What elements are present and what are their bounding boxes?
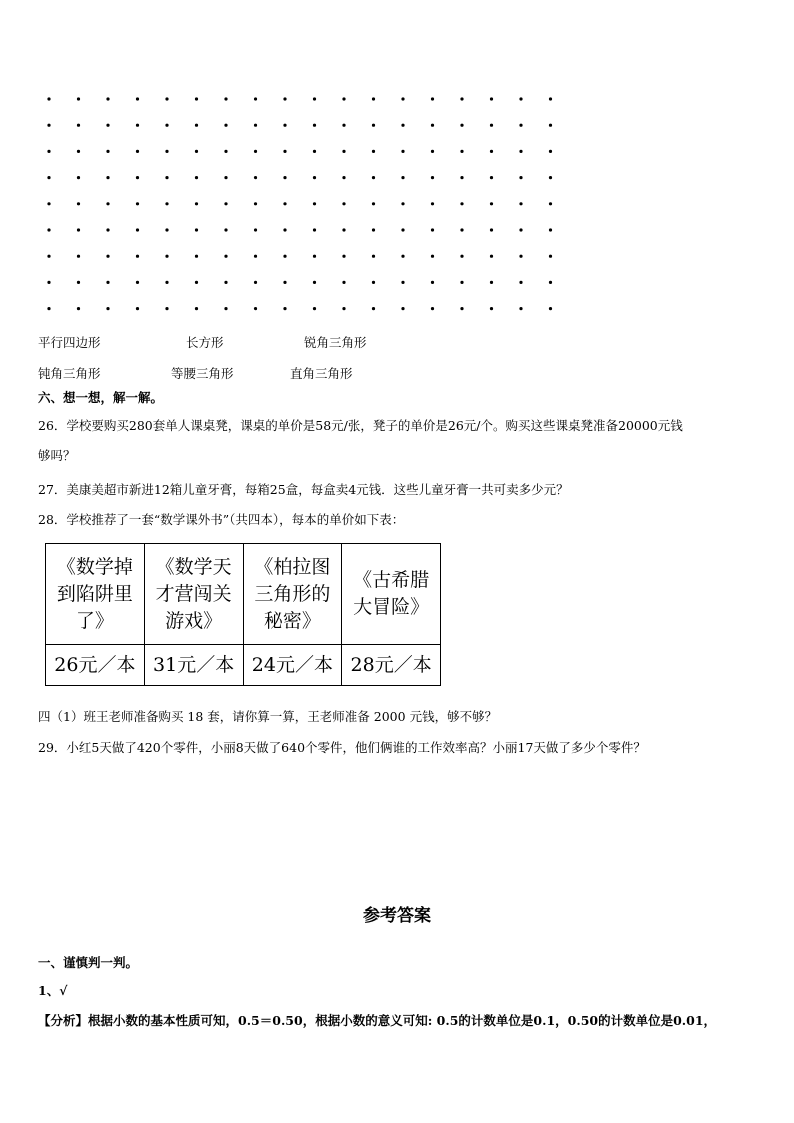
grid-dot bbox=[549, 255, 552, 258]
grid-dot bbox=[47, 228, 50, 231]
grid-dot bbox=[519, 281, 522, 284]
grid-dot bbox=[136, 202, 139, 205]
grid-dot bbox=[460, 228, 463, 231]
grid-dot bbox=[283, 255, 286, 258]
grid-dot bbox=[47, 255, 50, 258]
grid-dot bbox=[490, 150, 493, 153]
grid-dot bbox=[77, 176, 80, 179]
grid-dot bbox=[342, 281, 345, 284]
table-row-prices bbox=[46, 645, 441, 686]
grid-dot bbox=[165, 307, 168, 310]
grid-dot bbox=[460, 202, 463, 205]
grid-dot bbox=[195, 228, 198, 231]
grid-dot bbox=[195, 281, 198, 284]
grid-dot bbox=[47, 307, 50, 310]
section6-heading: 六、想一想，解一解。 bbox=[38, 390, 164, 405]
grid-dot bbox=[549, 202, 552, 205]
book-title-cell: 《柏拉图 三角形的 秘密》 bbox=[243, 544, 342, 645]
grid-dot bbox=[77, 307, 80, 310]
grid-dot bbox=[519, 255, 522, 258]
book-title-cell: 《数学掉 到陷阱里 了》 bbox=[46, 544, 145, 645]
grid-dot bbox=[460, 124, 463, 127]
grid-dot bbox=[490, 176, 493, 179]
grid-dot bbox=[490, 228, 493, 231]
grid-dot bbox=[313, 97, 316, 100]
grid-dot bbox=[136, 307, 139, 310]
grid-dot bbox=[77, 228, 80, 231]
grid-dot bbox=[283, 150, 286, 153]
grid-dot bbox=[372, 176, 375, 179]
grid-dot bbox=[313, 255, 316, 258]
book-price-cell: 31元／本 bbox=[144, 645, 243, 686]
grid-dot bbox=[372, 281, 375, 284]
grid-dot bbox=[224, 228, 227, 231]
grid-dot bbox=[195, 202, 198, 205]
grid-dot bbox=[519, 124, 522, 127]
grid-dot bbox=[401, 150, 404, 153]
grid-dot bbox=[77, 255, 80, 258]
grid-dot bbox=[224, 176, 227, 179]
grid-dot bbox=[224, 202, 227, 205]
grid-dot bbox=[136, 124, 139, 127]
grid-dot bbox=[460, 281, 463, 284]
grid-dot bbox=[77, 97, 80, 100]
grid-dot bbox=[342, 176, 345, 179]
grid-dot bbox=[401, 307, 404, 310]
grid-dot bbox=[47, 97, 50, 100]
grid-dot bbox=[342, 255, 345, 258]
question-28-intro: 28．学校推荐了一套“数学课外书”（共四本），每本的单价如下表： bbox=[38, 512, 405, 527]
grid-dot bbox=[47, 124, 50, 127]
book-price-cell: 26元／本 bbox=[46, 645, 145, 686]
label-obtuse-triangle: 钝角三角形 bbox=[38, 366, 101, 381]
grid-dot bbox=[313, 228, 316, 231]
grid-dot bbox=[519, 307, 522, 310]
grid-dot bbox=[313, 176, 316, 179]
grid-dot bbox=[254, 176, 257, 179]
label-right-triangle: 直角三角形 bbox=[290, 366, 353, 381]
grid-dot bbox=[77, 202, 80, 205]
grid-dot bbox=[431, 202, 434, 205]
grid-dot bbox=[283, 228, 286, 231]
grid-dot bbox=[283, 176, 286, 179]
grid-dot bbox=[490, 307, 493, 310]
grid-dot bbox=[195, 255, 198, 258]
grid-dot bbox=[460, 307, 463, 310]
grid-dot bbox=[165, 281, 168, 284]
grid-dot bbox=[47, 281, 50, 284]
grid-dot bbox=[224, 124, 227, 127]
grid-dot bbox=[106, 281, 109, 284]
grid-dot bbox=[283, 124, 286, 127]
grid-dot bbox=[195, 176, 198, 179]
grid-dot bbox=[77, 150, 80, 153]
grid-dot bbox=[342, 307, 345, 310]
answer-analysis: 【分析】根据小数的基本性质可知，0.5＝0.50，根据小数的意义可知: 0.5的计数单位是0.1，0.50的计数单位是0.01， bbox=[38, 1013, 717, 1028]
grid-dot bbox=[372, 97, 375, 100]
grid-dot bbox=[401, 176, 404, 179]
grid-dot bbox=[224, 255, 227, 258]
grid-dot bbox=[254, 97, 257, 100]
grid-dot bbox=[283, 281, 286, 284]
grid-dot bbox=[342, 202, 345, 205]
grid-dot bbox=[490, 124, 493, 127]
grid-dot bbox=[401, 228, 404, 231]
grid-dot bbox=[342, 124, 345, 127]
grid-dot bbox=[431, 228, 434, 231]
grid-dot bbox=[254, 281, 257, 284]
grid-dot bbox=[195, 124, 198, 127]
grid-dot bbox=[549, 281, 552, 284]
grid-dot bbox=[254, 202, 257, 205]
grid-dot bbox=[431, 150, 434, 153]
book-price-table bbox=[45, 543, 441, 686]
grid-dot bbox=[549, 124, 552, 127]
grid-dot bbox=[254, 307, 257, 310]
grid-dot bbox=[401, 255, 404, 258]
grid-dot bbox=[549, 176, 552, 179]
grid-dot bbox=[165, 150, 168, 153]
grid-dot bbox=[254, 228, 257, 231]
grid-dot bbox=[165, 124, 168, 127]
grid-dot bbox=[224, 150, 227, 153]
grid-dot bbox=[195, 97, 198, 100]
question-26-line1: 26．学校要购买280套单人课桌凳，课桌的单价是58元/张，凳子的单价是26元/个。购买这些课桌凳准备20000元钱 bbox=[38, 418, 683, 433]
grid-dot bbox=[460, 176, 463, 179]
grid-dot bbox=[224, 281, 227, 284]
grid-dot bbox=[165, 97, 168, 100]
grid-dot bbox=[165, 228, 168, 231]
grid-dot bbox=[106, 176, 109, 179]
grid-dot bbox=[106, 228, 109, 231]
grid-dot bbox=[490, 202, 493, 205]
grid-dot bbox=[106, 307, 109, 310]
grid-dot bbox=[460, 150, 463, 153]
grid-dot bbox=[372, 150, 375, 153]
grid-dot bbox=[401, 281, 404, 284]
grid-dot bbox=[460, 255, 463, 258]
grid-dot bbox=[431, 176, 434, 179]
grid-dot bbox=[136, 228, 139, 231]
grid-dot bbox=[77, 124, 80, 127]
grid-dot bbox=[519, 97, 522, 100]
grid-dot bbox=[490, 255, 493, 258]
grid-dot bbox=[47, 150, 50, 153]
grid-dot bbox=[490, 281, 493, 284]
grid-dot bbox=[372, 202, 375, 205]
grid-dot bbox=[519, 202, 522, 205]
book-price-cell: 28元／本 bbox=[342, 645, 441, 686]
grid-dot bbox=[47, 176, 50, 179]
grid-dot bbox=[431, 97, 434, 100]
label-acute-triangle: 锐角三角形 bbox=[304, 335, 367, 350]
grid-dot bbox=[549, 97, 552, 100]
grid-dot bbox=[372, 124, 375, 127]
label-parallelogram: 平行四边形 bbox=[38, 335, 101, 350]
grid-dot bbox=[195, 307, 198, 310]
grid-dot bbox=[313, 307, 316, 310]
grid-dot bbox=[401, 97, 404, 100]
grid-dot bbox=[313, 202, 316, 205]
label-rectangle: 长方形 bbox=[186, 335, 224, 350]
grid-dot bbox=[165, 255, 168, 258]
grid-dot bbox=[431, 307, 434, 310]
grid-dot bbox=[342, 97, 345, 100]
grid-dot bbox=[165, 202, 168, 205]
book-title-cell: 《数学天 才营闯关 游戏》 bbox=[144, 544, 243, 645]
answer-item-1: 1、√ bbox=[38, 983, 68, 998]
grid-dot bbox=[136, 281, 139, 284]
grid-dot bbox=[136, 255, 139, 258]
grid-dot bbox=[519, 176, 522, 179]
book-price-cell: 24元／本 bbox=[243, 645, 342, 686]
grid-dot bbox=[106, 150, 109, 153]
grid-dot bbox=[165, 176, 168, 179]
grid-dot bbox=[106, 97, 109, 100]
grid-dot bbox=[254, 124, 257, 127]
grid-dot bbox=[431, 255, 434, 258]
grid-dot bbox=[372, 255, 375, 258]
grid-dot bbox=[136, 176, 139, 179]
grid-dot bbox=[136, 150, 139, 153]
grid-dot bbox=[224, 97, 227, 100]
table-row-titles bbox=[46, 544, 441, 645]
grid-dot bbox=[401, 202, 404, 205]
grid-dot bbox=[401, 124, 404, 127]
grid-dot bbox=[77, 281, 80, 284]
grid-dot bbox=[342, 150, 345, 153]
grid-dot bbox=[106, 124, 109, 127]
grid-dot bbox=[224, 307, 227, 310]
grid-dot bbox=[254, 255, 257, 258]
grid-dot bbox=[106, 255, 109, 258]
book-title-cell: 《古希腊 大冒险》 bbox=[342, 544, 441, 645]
grid-dot bbox=[549, 228, 552, 231]
grid-dot bbox=[106, 202, 109, 205]
dot-grid bbox=[41, 92, 561, 322]
grid-dot bbox=[47, 202, 50, 205]
grid-dot bbox=[549, 307, 552, 310]
answer-section1-heading: 一、谨慎判一判。 bbox=[38, 955, 139, 970]
grid-dot bbox=[313, 124, 316, 127]
grid-dot bbox=[195, 150, 198, 153]
answer-title: 参考答案 bbox=[363, 906, 431, 926]
grid-dot bbox=[342, 228, 345, 231]
question-29: 29．小红5天做了420个零件，小丽8天做了640个零件，他们俩谁的工作效率高？小丽17天做了多少个零件？ bbox=[38, 740, 646, 755]
grid-dot bbox=[490, 97, 493, 100]
grid-dot bbox=[254, 150, 257, 153]
grid-dot bbox=[372, 307, 375, 310]
grid-dot bbox=[313, 150, 316, 153]
grid-dot bbox=[283, 97, 286, 100]
grid-dot bbox=[431, 124, 434, 127]
grid-dot bbox=[313, 281, 316, 284]
grid-dot bbox=[460, 97, 463, 100]
grid-dot bbox=[136, 97, 139, 100]
grid-dot bbox=[549, 150, 552, 153]
question-27: 27．美康美超市新进12箱儿童牙膏，每箱25盒，每盒卖4元钱．这些儿童牙膏一共可卖多少元？ bbox=[38, 482, 569, 497]
grid-dot bbox=[372, 228, 375, 231]
grid-dot bbox=[431, 281, 434, 284]
label-isosceles-triangle: 等腰三角形 bbox=[171, 366, 234, 381]
question-26-line2: 够吗？ bbox=[38, 448, 76, 463]
question-28-question: 四（1）班王老师准备购买 18 套，请你算一算，王老师准备 2000 元钱，够不够？ bbox=[38, 709, 498, 724]
grid-dot bbox=[519, 228, 522, 231]
grid-dot bbox=[283, 307, 286, 310]
grid-dot bbox=[283, 202, 286, 205]
grid-dot bbox=[519, 150, 522, 153]
